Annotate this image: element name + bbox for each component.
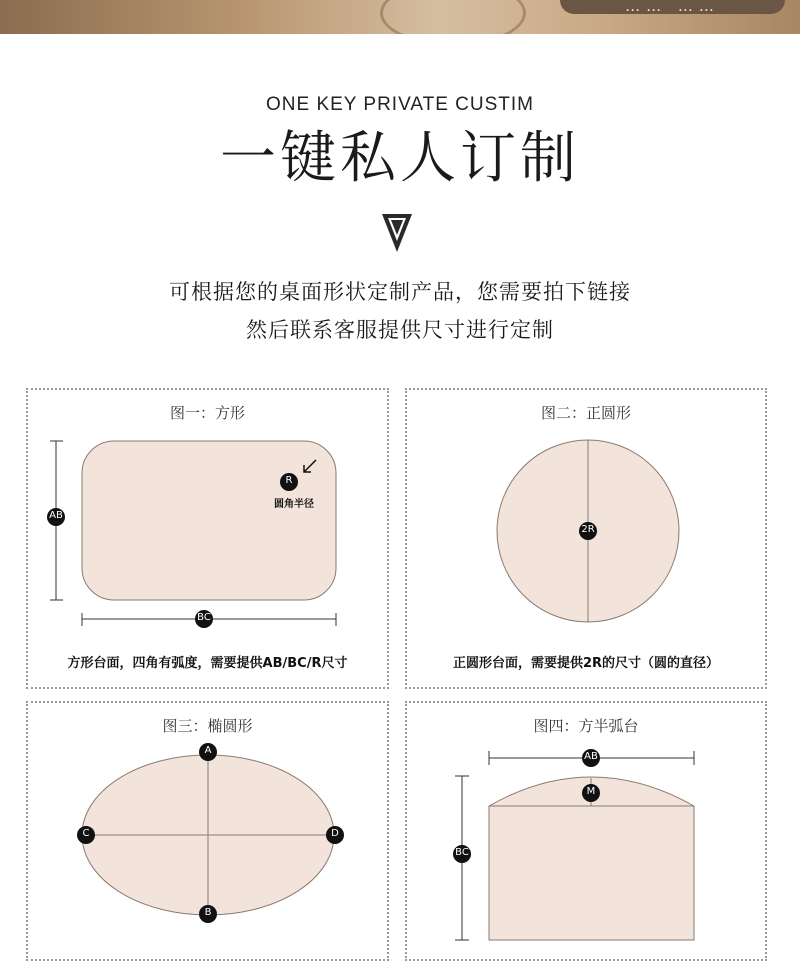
circle-diagram — [407, 390, 769, 691]
title-chinese: 一键私人订制 — [220, 126, 580, 191]
c-label: C — [82, 828, 90, 839]
top-banner — [0, 0, 800, 34]
panel-ellipse — [26, 701, 389, 961]
square-diagram — [28, 390, 391, 691]
panel-title: 图一：方形 — [169, 404, 245, 422]
square-shape — [82, 441, 336, 600]
corner-radius-note: 圆角半径 — [274, 499, 314, 510]
ab-label: AB — [584, 751, 598, 762]
down-arrow-icon — [382, 214, 412, 252]
ab-label: AB — [49, 510, 63, 521]
a-label: A — [204, 745, 212, 756]
m-label: M — [586, 786, 596, 797]
title-english: ONE KEY PRIVATE CUSTIM — [266, 94, 534, 115]
description-line-2: 然后联系客服提供尺寸进行定制 — [246, 318, 554, 342]
banner-button[interactable]: …… …… — [560, 0, 785, 14]
bc-label: BC — [197, 612, 211, 623]
two-r-label: 2R — [581, 524, 595, 535]
panel-title: 图二：正圆形 — [540, 404, 631, 422]
chair-photo — [380, 0, 526, 34]
panel-caption: 方形台面，四角有弧度，需要提供AB/BC/R尺寸 — [67, 656, 348, 671]
panel-half-arc — [405, 701, 767, 961]
panel-caption: 正圆形台面，需要提供2R的尺寸（圆的直径） — [452, 656, 720, 671]
r-label: R — [285, 475, 293, 486]
d-label: D — [331, 828, 339, 839]
panel-title: 图四：方半弧台 — [533, 717, 639, 735]
half-arc-diagram — [407, 703, 769, 963]
bc-label: BC — [455, 847, 469, 858]
b-label: B — [204, 907, 212, 918]
panel-circle — [405, 388, 767, 689]
description-line-1: 可根据您的桌面形状定制产品，您需要拍下链接 — [169, 280, 631, 304]
panel-title: 图三：椭圆形 — [162, 717, 253, 735]
panel-square — [26, 388, 389, 689]
